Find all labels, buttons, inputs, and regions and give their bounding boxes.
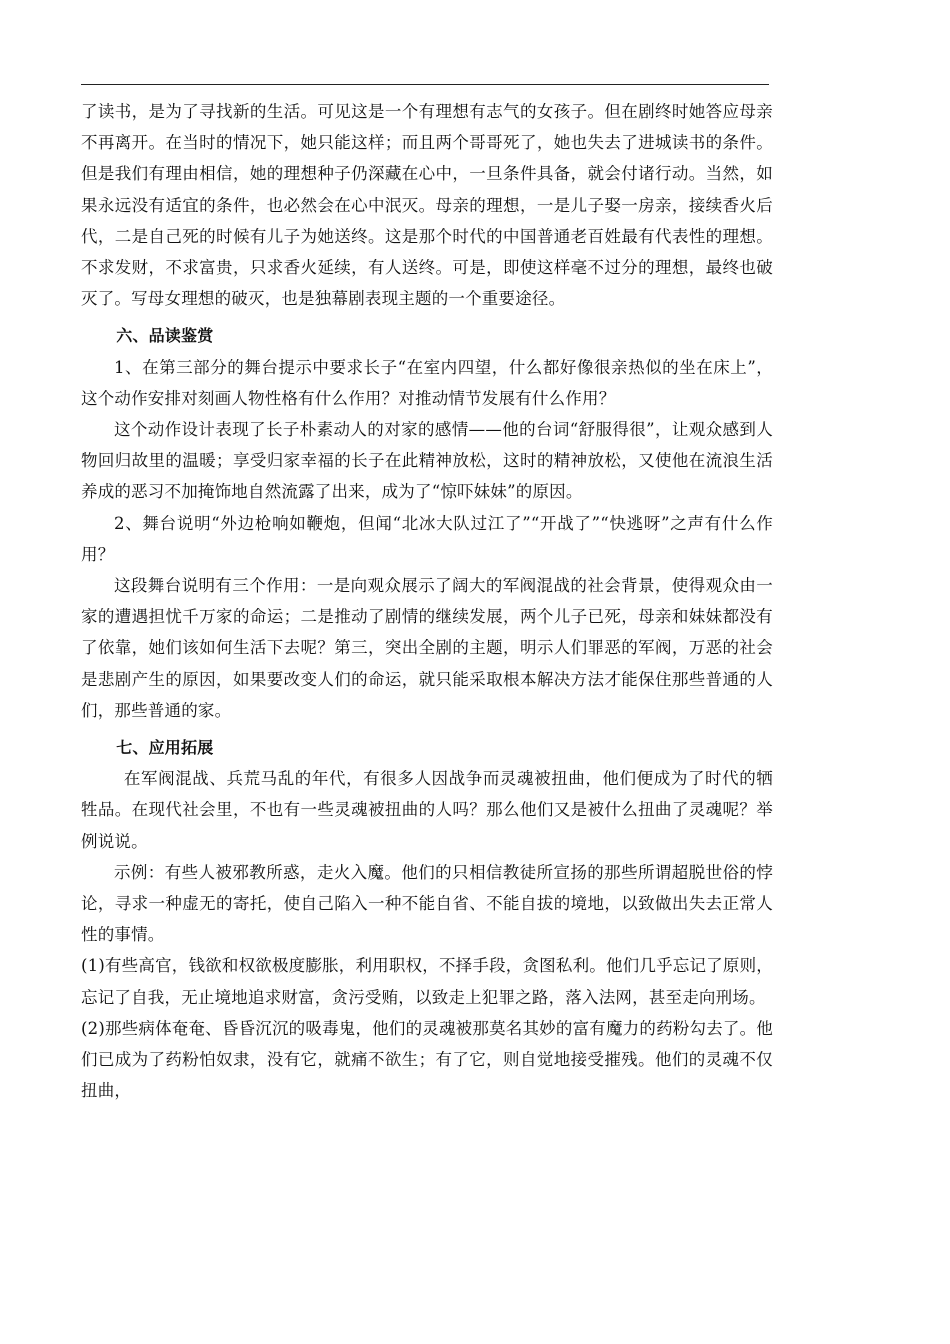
example-item-2: (2)那些病体奄奄、昏昏沉沉的吸毒鬼，他们的灵魂被那莫名其妙的富有魔力的药粉勾去了。他们已成为了药粉怕奴隶，没有它，就痛不欲生；有了它，则自觉地接受摧残。他们的灵魂不仅扭曲，: [81, 1018, 773, 1101]
example-item-1: (1)有些高官，钱欲和权欲极度膨胀，利用职权，不择手段，贪图私利。他们几乎忘记了原则，忘记了自我，无止境地追求财富，贪污受贿，以致走上犯罪之路，落入法网，甚至走向刑场。: [81, 956, 773, 1007]
paragraph-extension-prompt: 在军阀混战、兵荒马乱的年代，有很多人因战争而灵魂被扭曲，他们便成为了时代的牺牲品。在现代社会里，不也有一些灵魂被扭曲的人吗？那么他们又是被什么扭曲了灵魂呢？举例说说。: [81, 769, 773, 851]
example-paragraph: 示例：有些人被邪教所惑，走火入魔。他们的只相信教徒所宣扬的那些所谓超脱世俗的悖论，寻求一种虚无的寄托，使自己陷入一种不能自省、不能自拔的境地，以致做出失去正常人性的事情。: [81, 862, 773, 945]
question-2: 2、舞台说明“外边枪响如鞭炮，但闻“北冰大队过江了”“开战了”“快逃呀”之声有什么作用？: [81, 513, 773, 564]
answer-1: 这个动作设计表现了长子朴素动人的对家的感情——他的台词“舒服得很”，让观众感到人物回归故里的温暖；享受归家幸福的长子在此精神放松，这时的精神放松，又使他在流浪生活养成的恶习不加掩饰地自然流露了出来，成为了“惊吓妹妹”的原因。: [81, 420, 773, 502]
document-body: [81, 96, 773, 1107]
question-1: 1、在第三部分的舞台提示中要求长子“在室内四望，什么都好像很亲热似的坐在床上”，这个动作安排对刻画人物性格有什么作用？对推动情节发展有什么作用？: [81, 357, 773, 408]
section-heading-extension: 七、应用拓展: [116, 738, 214, 758]
header-rule: [81, 84, 769, 85]
section-heading-appreciation: 六、品读鉴赏: [116, 326, 214, 346]
answer-2: 这段舞台说明有三个作用：一是向观众展示了阔大的军阀混战的社会背景，使得观众由一家的遭遇担忧千万家的命运；二是推动了剧情的继续发展，两个儿子已死，母亲和妹妹都没有了依靠，她们该如何生活下去呢？第三，突出全剧的主题，明示人们罪恶的军阀，万恶的社会是悲剧产生的原因，如果要改变人们的命运，就只能采取根本解决方法才能保住那些普通的人们，那些普通的家。: [81, 576, 773, 720]
paragraph-ideals: 了读书，是为了寻找新的生活。可见这是一个有理想有志气的女孩子。但在剧终时她答应母亲不再离开。在当时的情况下，她只能这样；而且两个哥哥死了，她也失去了进城读书的条件。但是我们有理由相信，她的理想种子仍深藏在心中，一旦条件具备，就会付诸行动。当然，如果永远没有适宜的条件，也必然会在心中泯灭。母亲的理想，一是儿子娶一房亲，接续香火后代，二是自己死的时候有儿子为她送终。这是那个时代的中国普通老百姓最有代表性的理想。不求发财，不求富贵，只求香火延续，有人送终。可是，即使这样毫不过分的理想，最终也破灭了。写母女理想的破灭，也是独幕剧表现主题的一个重要途径。: [81, 102, 773, 309]
